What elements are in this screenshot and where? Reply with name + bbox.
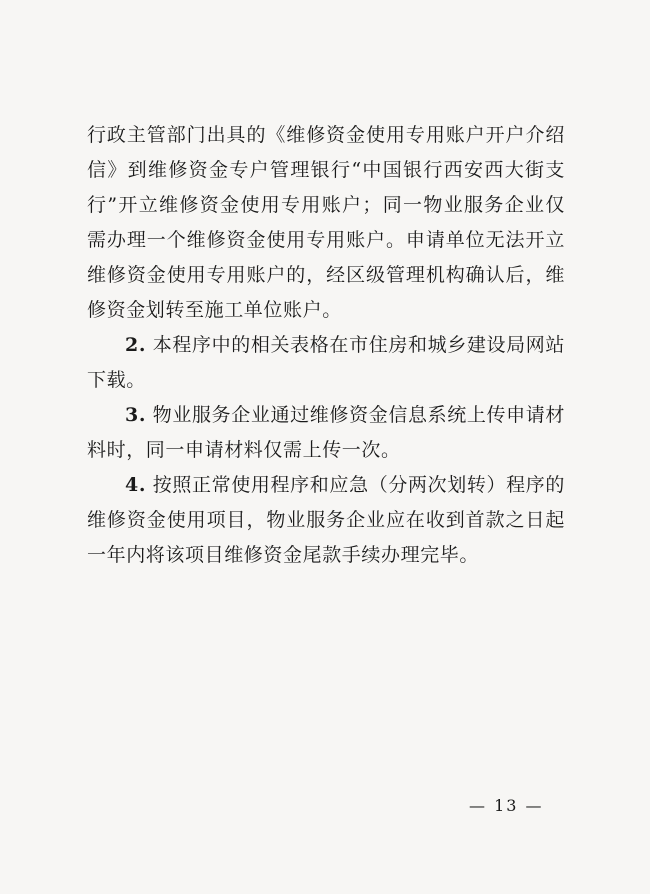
paragraph-text: 本程序中的相关表格在市住房和城乡建设局网站下载。 — [87, 334, 566, 391]
paragraph-number: 4. — [125, 474, 147, 496]
paragraph-continuation — [87, 118, 565, 328]
paragraph-number: 3. — [125, 404, 147, 426]
page-number: — 13 — — [469, 796, 544, 815]
document-body — [87, 118, 565, 573]
paragraph-item-3 — [87, 398, 565, 468]
paragraph-text: 行政主管部门出具的《维修资金使用专用账户开户介绍信》到维修资金专户管理银行“中国银行西安西大街支行”开立维修资金使用专用账户；同一物业服务企业仅需办理一个维修资金使用专用账户。申请单位无法开立维修资金使用专用账户的，经区级管理机构确认后，维修资金划转至施工单位账户。 — [87, 124, 565, 321]
paragraph-number: 2. — [125, 334, 147, 356]
paragraph-item-2 — [87, 328, 565, 398]
paragraph-item-4 — [87, 468, 565, 573]
paragraph-text: 物业服务企业通过维修资金信息系统上传申请材料时，同一申请材料仅需上传一次。 — [87, 404, 566, 461]
paragraph-text: 按照正常使用程序和应急（分两次划转）程序的维修资金使用项目，物业服务企业应在收到首款之日起一年内将该项目维修资金尾款手续办理完毕。 — [87, 474, 566, 566]
